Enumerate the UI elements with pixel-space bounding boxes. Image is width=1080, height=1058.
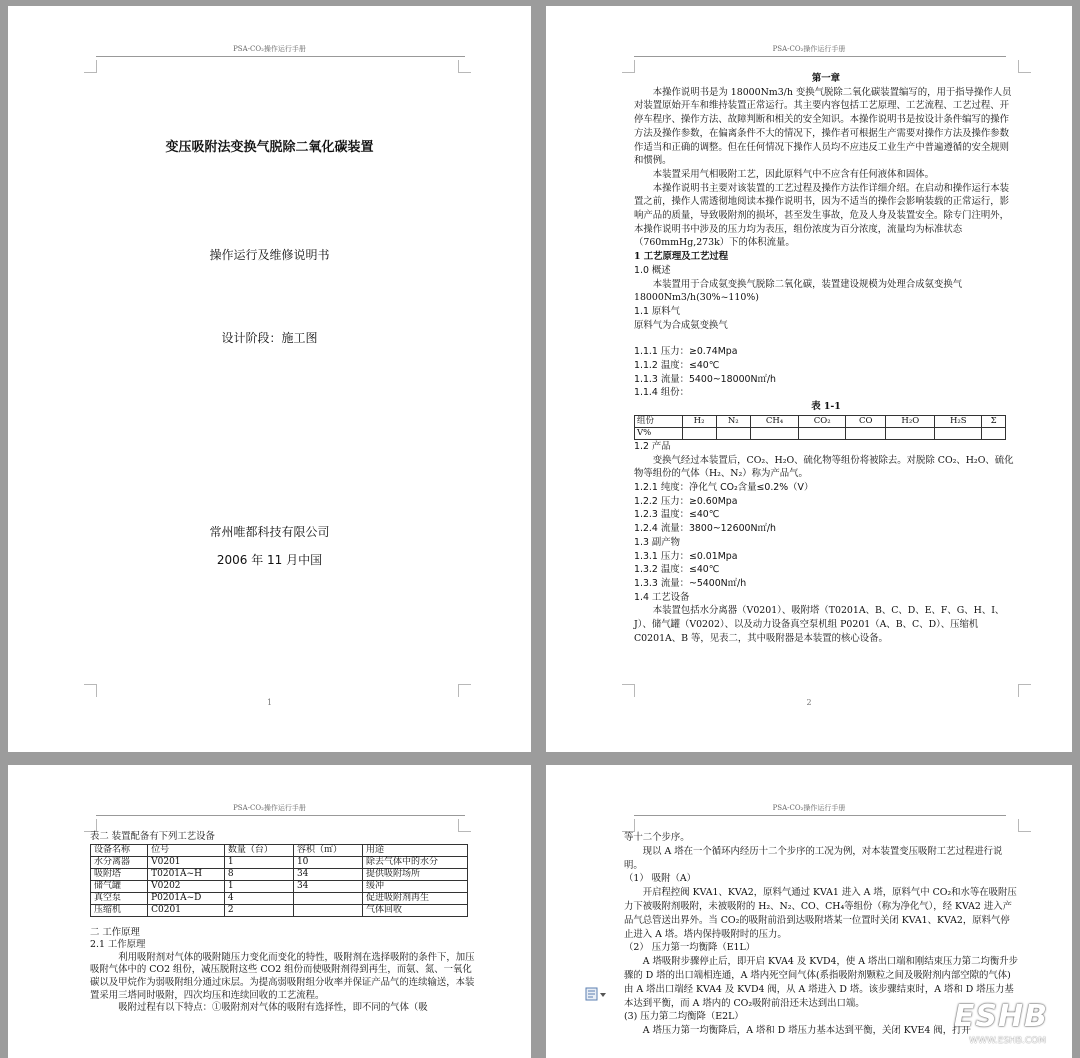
cover-title: 变压吸附法变换气脱除二氧化碳装置 (165, 140, 374, 155)
blank-line (634, 332, 1018, 345)
table-cell: 用途 (363, 844, 468, 856)
spec-item: 1.1.1 压力：≥0.74Mpa (634, 346, 738, 358)
page-number: 2 (806, 698, 812, 707)
paragraph: 开启程控阀 KVA1、KVA2，原料气通过 KVA1 进入 A 塔，原料气中 CO₂和水等在吸附压力下被吸附剂吸附，未被吸附的 H₂、N₂、CO、CH₄等组份（称为净化气），经 KVA2 进入产品气总管送出界外。当 CO₂的吸附前沿到达吸附塔某一位置时关闭 KVA1、KVA2，原料气停止进入 A 塔。塔内保持吸附时的压力。 (624, 887, 1017, 940)
spec-item: 1.2.2 压力：≥0.60Mpa (634, 495, 738, 507)
table-cell: H₂O (886, 415, 935, 427)
page-body (90, 831, 480, 1015)
crop-mark (458, 684, 471, 697)
paragraph: 本装置采用气相吸附工艺，因此原料气中不应含有任何液体和固体。 (652, 168, 935, 180)
table-cell: 2 (224, 904, 293, 916)
table-cell: P0201A~D (148, 892, 225, 904)
layout-options-icon[interactable] (585, 987, 607, 1001)
subsection-heading: 1.2 产品 (634, 440, 671, 452)
table-cell: 水分离器 (91, 856, 148, 868)
table-cell: 数量（台） (224, 844, 293, 856)
paragraph: 利用吸附剂对气体的吸附随压力变化而变化的特性，吸附剂在选择吸附的条件下，加压吸附气体中的 CO2 组份，减压脱附这些 CO2 组份而使吸附剂得到再生，而氨、氮、一氧化碳以及甲烷作为弱吸附组分通过床层。为提高弱吸附组分收率并保证产品气的连续输送，本装置采用三塔同时吸附，四次均压和连续回收的工艺流程。 (90, 951, 475, 1001)
table-cell: 1 (224, 880, 293, 892)
step-heading: （1） 吸附（A） (624, 873, 696, 885)
step-heading: (3) 压力第二均衡降（E2L） (624, 1011, 744, 1023)
cover-subtitle: 操作运行及维修说明书 (209, 248, 330, 262)
watermark-logo-text: ESHB (953, 999, 1048, 1034)
table-cell: CO (846, 415, 886, 427)
subsection-heading: 1.4 工艺设备 (634, 591, 690, 603)
paragraph: 本操作说明书主要对该装置的工艺过程及操作方法作详细介绍。在启动和操作运行本装置之前，操作人需透彻地阅读本操作说明书，因为不适当的操作会影响装载的正常运行，影响产品的质量，导致吸附剂的损坏，甚至发生事故，危及人身及装置安全。除专门注明外，本操作说明书中涉及的压力均为表压，组份浓度为百分浓度，流量均为标准状态（760mmHg,273k）下的体积流量。 (634, 182, 1010, 249)
page-header: PSA-CO₂操作运行手册 (772, 804, 846, 812)
table-row (91, 856, 468, 868)
watermark (890, 994, 1070, 1054)
paragraph: 原料气为合成氨变换气 (634, 319, 728, 331)
paragraph: 本装置包括水分离器（V0201）、吸附塔（T0201A、B、C、D、E、F、G、H、I、J）、储气罐（V0202）、以及动力设备真空泵机组 P0201（A、B、C、D）、压缩机 C0201A、B 等，见表二，其中吸附器是本装置的核心设备。 (634, 605, 1005, 644)
cover-company: 常州唯都科技有限公司 (209, 525, 330, 539)
table-header-row (635, 415, 1006, 427)
table-cell: 储气罐 (91, 880, 148, 892)
table-cell: 促进吸附剂再生 (363, 892, 468, 904)
table-cell (716, 427, 750, 439)
table-row (635, 427, 1006, 439)
step-heading: （2） 压力第一均衡降（E1L） (624, 942, 756, 954)
table-title: 表二 装置配备有下列工艺设备 (90, 831, 215, 842)
equipment-table (90, 844, 468, 917)
page-body (634, 72, 1018, 645)
crop-mark (84, 60, 97, 73)
header-rule (634, 56, 1006, 57)
table-cell: Σ (982, 415, 1006, 427)
table-cell: 缓冲 (363, 880, 468, 892)
spec-item: 1.3.2 温度：≤40℃ (634, 564, 720, 576)
table-cell (846, 427, 886, 439)
table-cell: 8 (224, 868, 293, 880)
table-cell: 1 (224, 856, 293, 868)
table-cell: V0201 (148, 856, 225, 868)
table-cell: 4 (224, 892, 293, 904)
paragraph: 吸附过程有以下特点：①吸附剂对气体的吸附有选择性，即不同的气体（吸 (118, 1002, 428, 1014)
table-cell: CO₂ (799, 415, 846, 427)
table-cell (799, 427, 846, 439)
table-cell (935, 427, 982, 439)
document-page-2 (546, 6, 1072, 752)
spec-item: 1.2.3 温度：≤40℃ (634, 509, 720, 521)
subsection-heading: 2.1 工作原理 (90, 939, 146, 951)
table-row (91, 868, 468, 880)
paragraph: 等十二个步序。 (624, 832, 690, 843)
table-row (91, 904, 468, 916)
table-cell: 除去气体中的水分 (363, 856, 468, 868)
table-cell (982, 427, 1006, 439)
spec-item: 1.2.4 流量：3800~12600N㎡/h (634, 523, 776, 535)
watermark-url: WWW.ESHB.COM (969, 1036, 1046, 1046)
document-page-3 (8, 765, 531, 1058)
table-cell: 34 (293, 880, 362, 892)
page-header: PSA-CO₂操作运行手册 (772, 45, 846, 53)
spec-item: 1.2.1 纯度：净化气 CO₂含量≤0.2%（V） (634, 481, 814, 493)
table-cell: 吸附塔 (91, 868, 148, 880)
page-number: 1 (266, 698, 273, 707)
section-heading: 二 工作原理 (90, 926, 140, 938)
table-cell: 气体回收 (363, 904, 468, 916)
paragraph: 变换气经过本装置后，CO₂、H₂O、硫化物等组份将被除去。对脱除 CO₂、H₂O、硫化物等组份的气体（H₂、N₂）称为产品气。 (634, 454, 1014, 480)
spec-item: 1.1.4 组份： (634, 387, 689, 399)
table-cell (682, 427, 716, 439)
spec-item: 1.3.3 流量：~5400N㎡/h (634, 577, 747, 589)
paragraph: A 塔压力第一均衡降后，A 塔和 D 塔压力基本达到平衡，关闭 KVE4 阀，打开 (642, 1025, 971, 1037)
document-page-1 (8, 6, 531, 752)
table-cell: 位号 (148, 844, 225, 856)
table-cell: T0201A~H (148, 868, 225, 880)
table-cell: 10 (293, 856, 362, 868)
chapter-heading: 第一章 (811, 73, 841, 84)
crop-mark (1018, 684, 1031, 697)
composition-table (634, 415, 1006, 440)
page-header: PSA-CO₂操作运行手册 (233, 45, 306, 53)
table-caption: 表 1-1 (811, 401, 841, 413)
table-cell (750, 427, 798, 439)
table-cell: 提供吸附场所 (363, 868, 468, 880)
table-cell: H₂S (935, 415, 982, 427)
paragraph: A 塔吸附步骤停止后，即开启 KVA4 及 KVD4，使 A 塔出口端和刚结束压力第二均衡升步骤的 D 塔的出口端相连通，A 塔内死空间气体(系指吸附剂颗粒之间及吸附剂内部空隙的气体)由 A 塔出口端经 KVA4 及 KVD4 阀，从 A 塔进入 D 塔。该步骤结束时，A 塔和 D 塔压力基本达到平衡，而 A 塔内的 CO₂吸附前沿还未达到出口端。 (624, 956, 1018, 1009)
table-cell: C0201 (148, 904, 225, 916)
table-cell: 真空泵 (91, 892, 148, 904)
header-rule (634, 815, 1006, 816)
table-row (91, 880, 468, 892)
spec-item: 1.1.2 温度：≤40℃ (634, 360, 720, 372)
crop-mark (84, 684, 97, 697)
paragraph: 现以 A 塔在一个循环内经历十二个步序的工况为例，对本装置变压吸附工艺过程进行说明。 (624, 845, 1003, 871)
table-header-row (91, 844, 468, 856)
cover-design-phase: 设计阶段：施工图 (221, 331, 318, 345)
table-cell: 容积（㎡） (293, 844, 362, 856)
subsection-heading: 1.3 副产物 (634, 536, 681, 548)
crop-mark (1018, 60, 1031, 73)
table-cell (886, 427, 935, 439)
crop-mark (622, 684, 635, 697)
subsection-heading: 1.0 概述 (634, 264, 671, 276)
table-cell (293, 904, 362, 916)
table-cell: CH₄ (750, 415, 798, 427)
subsection-heading: 1.1 原料气 (634, 305, 681, 317)
table-cell (293, 892, 362, 904)
paragraph: 本操作说明书是为 18000Nm3/h 变换气脱除二氧化碳装置编写的，用于指导操作人员对装置原始开车和维持装置正常运行。其主要内容包括工艺原理、工艺流程、工艺过程、开停车程序、操作方法、故障判断和相关的安全知识。本操作说明书是按设计条件编写的操作方法及操作参数，在偏离条件不大的情况下，操作者可根据生产需要对操作方法及操作参数作适当和正确的调整。但在任何情况下操作人员均不应违反工业生产中普遍遵循的安全规则和惯例。 (634, 86, 1012, 167)
table-cell: 组份 (635, 415, 683, 427)
crop-mark (458, 60, 471, 73)
cover-date: 2006 年 11 月中国 (216, 553, 323, 567)
table-cell: V% (635, 427, 683, 439)
table-cell: 34 (293, 868, 362, 880)
header-rule (96, 56, 465, 57)
crop-mark (1018, 819, 1031, 832)
spec-item: 1.1.3 流量：5400~18000N㎡/h (634, 373, 776, 385)
spec-item: 1.3.1 压力：≤0.01Mpa (634, 550, 738, 562)
section-heading: 1 工艺原理及工艺过程 (634, 251, 729, 263)
table-cell: N₂ (716, 415, 750, 427)
header-rule (96, 815, 465, 816)
table-cell: H₂ (682, 415, 716, 427)
paragraph: 本装置用于合成氨变换气脱除二氧化碳，装置建设规模为处理合成氨变换气 18000Nm3/h(30%~110%) (634, 278, 963, 304)
table-row (91, 892, 468, 904)
table-cell: 压缩机 (91, 904, 148, 916)
page-header: PSA-CO₂操作运行手册 (233, 804, 306, 812)
table-cell: 设备名称 (91, 844, 148, 856)
table-cell: V0202 (148, 880, 225, 892)
